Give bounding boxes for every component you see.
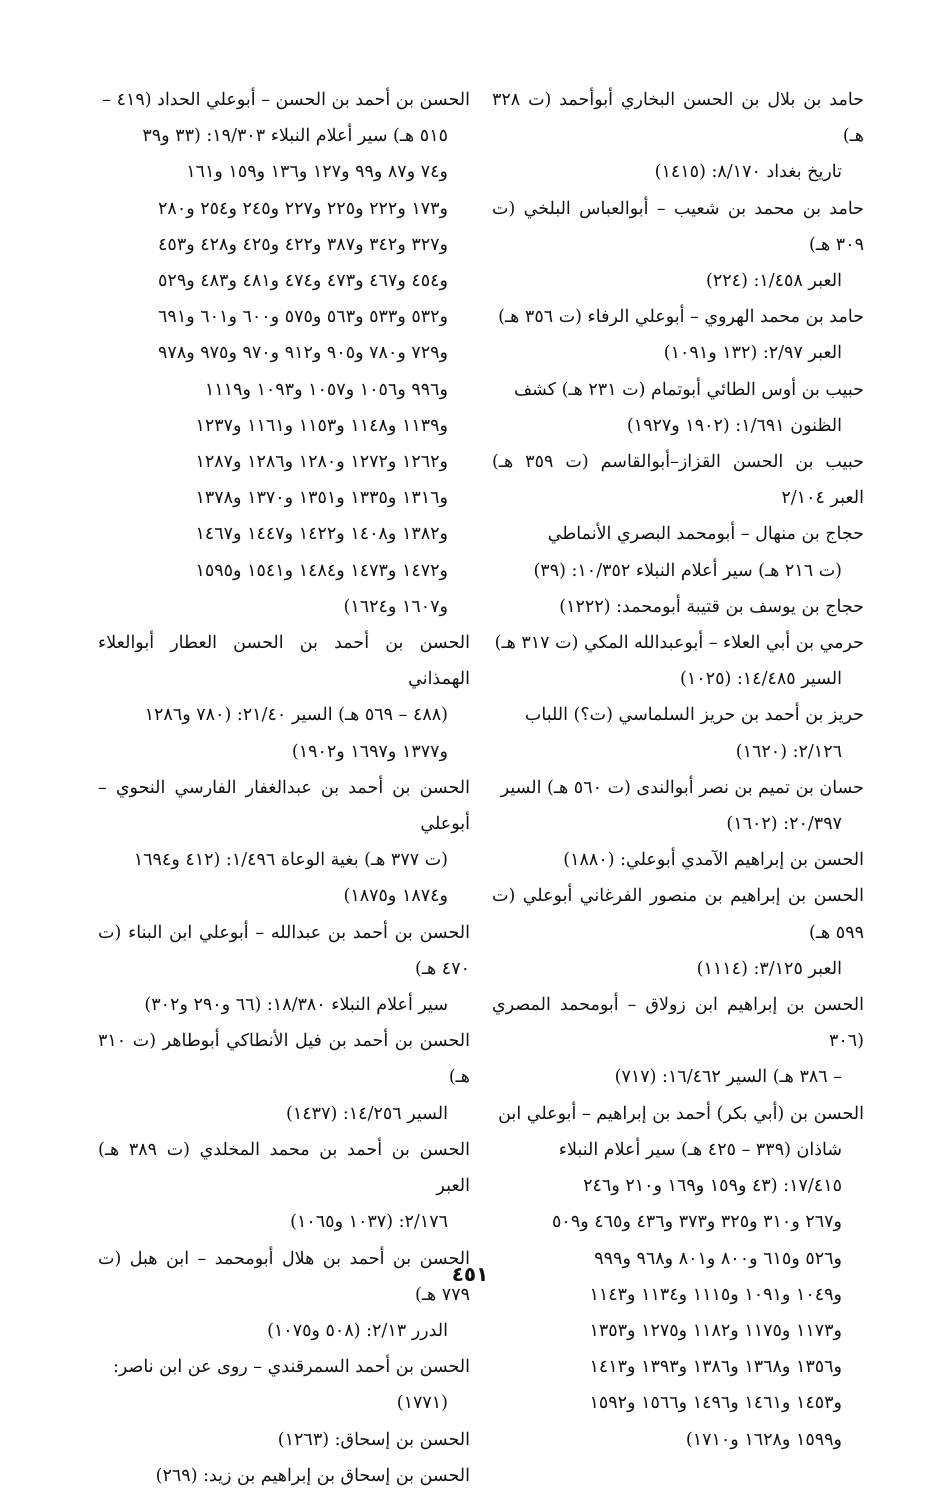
entry-heading-line: حامد بن بلال بن الحسن البخاري أبوأحمد (ت ٣٢٨ هـ) — [492, 90, 864, 147]
index-entry — [492, 589, 864, 625]
entry-continuation-line: و٥٢٦ و٦١٥ و٨٠٠ و٨٠١ و٩٦٨ و٩٩٩ — [594, 1248, 842, 1269]
entry-continuation-line: و١١٧٣ و١١٧٥ و١١٨٢ و١٢٧٥ و١٣٥٣ — [589, 1320, 842, 1341]
entry-continuation-line: السير ١٤/٤٨٥: (١٠٢٥) — [680, 669, 842, 690]
entry-continuation-line: شاذان (٣٣٩ – ٤٢٥ هـ) سير أعلام النبلاء — [558, 1139, 842, 1160]
entry-continuation-line: ٥١٥ هـ) سير أعلام النبلاء ١٩/٣٠٣: (٣٣ و٣٩ — [142, 126, 448, 147]
entry-continuation-line: ٢/١٧٦: (١٠٣٧ و١٠٦٥) — [290, 1212, 448, 1233]
entry-continuation-line: (ت ٣٧٧ هـ) بغية الوعاة ١/٤٩٦: (٤١٢ و١٦٩٤ — [133, 850, 448, 871]
entry-continuation-line: و١٢٦٢ و١٢٧٢ و١٢٨٠ و١٢٨٦ و١٢٨٧ — [195, 452, 448, 473]
entry-heading-line: الحسن بن أحمد بن الحسن – أبوعلي الحداد (٤١٩ – — [102, 90, 470, 110]
index-entry — [98, 770, 470, 915]
entry-continuation-line: – ٣٨٦ هـ) السير ١٦/٤٦٢: (٧١٧) — [614, 1067, 842, 1088]
index-entry — [492, 770, 864, 842]
entry-continuation-line: و١٤٧٢ و١٤٧٣ و١٤٨٤ و١٥٤١ و١٥٩٥ — [195, 560, 448, 581]
entry-continuation-line: ٢/١٢٦: (١٦٢٠) — [735, 741, 842, 762]
entry-continuation-line: الدرر ٢/١٣: (٥٠٨ و١٠٧٥) — [267, 1320, 448, 1341]
index-entry — [98, 915, 470, 1024]
entry-continuation-line: و١٤٥٣ و١٤٦١ و١٤٩٦ و١٥٦٦ و١٥٩٢ — [589, 1393, 842, 1414]
index-entry — [98, 1132, 470, 1241]
index-entry — [492, 516, 864, 588]
entry-continuation-line: و١٣٥٦ و١٣٦٨ و١٣٨٦ و١٣٩٣ و١٤١٣ — [589, 1357, 842, 1378]
index-entry — [98, 1422, 470, 1458]
index-entry — [98, 1023, 470, 1132]
entry-continuation-line: و٩٩٦ و١٠٥٦ و١٠٥٧ و١٠٩٣ و١١١٩ — [204, 379, 448, 400]
entry-heading-line: الحسن بن إسحاق بن إبراهيم بن زيد: (٢٦٩) — [155, 1465, 470, 1486]
entry-continuation-line: السير ١٤/٢٥٦: (١٤٣٧) — [286, 1103, 448, 1124]
entry-heading-line: حامد بن محمد بن شعيب – أبوالعباس البلخي (ت ٣٠٩ هـ) — [492, 198, 864, 255]
entry-heading-line: الحسن بن أحمد السمرقندي – روى عن ابن ناصر: — [113, 1357, 470, 1378]
entry-continuation-line: و١١٣٩ و١١٤٨ و١١٥٣ و١١٦١ و١٢٣٧ — [195, 415, 448, 436]
index-entry — [492, 878, 864, 987]
entry-heading-line: الحسن بن أحمد بن فيل الأنطاكي أبوطاهر (ت ٣١٠ هـ) — [98, 1031, 470, 1088]
entry-continuation-line: العبر ٢/٩٧: (١٣٢ و١٠٩١) — [663, 343, 842, 364]
index-entry — [492, 372, 864, 444]
entry-continuation-line: (١٧٧١) — [396, 1393, 448, 1414]
index-entry — [492, 444, 864, 516]
entry-continuation-line: (ت ٢١٦ هـ) سير أعلام النبلاء ١٠/٣٥٢: (٣٩) — [533, 560, 842, 581]
entry-continuation-line: و٧٢٩ و٧٨٠ و٩٠٥ و٩١٢ و٩٧٠ و٩٧٥ و٩٧٨ — [158, 343, 448, 364]
entry-continuation-line: و١٥٩٩ و١٦٢٨ و١٧١٠) — [685, 1429, 842, 1450]
entry-continuation-line: و١٣٧٧ و١٦٩٧ و١٩٠٢) — [291, 741, 448, 762]
entry-heading-line: حجاج بن يوسف بن قتيبة أبومحمد: (١٢٢٢) — [559, 596, 864, 617]
entry-continuation-line: و٣٢٧ و٣٤٢ و٣٨٧ و٤٢٢ و٤٢٥ و٤٢٨ و٤٥٣ — [158, 234, 448, 255]
entry-heading-line: حبيب بن أوس الطائي أبوتمام (ت ٢٣١ هـ) كشف — [514, 379, 864, 400]
entry-heading-line: الحسن بن أحمد بن الحسن العطار أبوالعلاء الهمذاني — [98, 633, 470, 690]
index-entry — [98, 1349, 470, 1421]
entry-heading-line: الحسن بن إبراهيم ابن زولاق – أبومحمد المصري (٣٠٦ — [492, 995, 864, 1052]
entry-continuation-line: و٢٦٧ و٣١٠ و٣٢٥ و٣٧٣ و٤٣٦ و٤٦٥ و٥٠٩ — [552, 1212, 842, 1233]
entry-continuation-line: و١٣١٦ و١٣٣٥ و١٣٥١ و١٣٧٠ و١٣٧٨ — [195, 488, 448, 509]
index-entry — [492, 987, 864, 1096]
index-entry — [98, 82, 470, 625]
index-entry — [98, 1241, 470, 1350]
index-entry — [98, 625, 470, 770]
entry-heading-line: حبيب بن الحسن القزاز–أبوالقاسم (ت ٣٥٩ هـ) العبر ٢/١٠٤ — [492, 452, 864, 509]
entry-heading-line: الحسن بن إسحاق: (١٢٦٣) — [277, 1429, 470, 1450]
entry-heading-line: الحسن بن أحمد بن هلال أبومحمد – ابن هبل (ت ٧٧٩ هـ) — [98, 1248, 470, 1305]
index-entry — [492, 697, 864, 769]
entry-heading-line: حسان بن تميم بن نصر أبوالندى (ت ٥٦٠ هـ) السير — [500, 777, 864, 798]
entry-heading-line: الحسن بن أحمد بن محمد المخلدي (ت ٣٨٩ هـ) العبر — [98, 1139, 470, 1197]
entry-continuation-line: و١٨٧٤ و١٨٧٥) — [343, 886, 448, 907]
index-column-right — [492, 82, 864, 1458]
entry-continuation-line: سير أعلام النبلاء ١٨/٣٨٠: (٦٦ و٢٩٠ و٣٠٢) — [144, 995, 448, 1016]
entry-continuation-line: تاريخ بغداد ٨/١٧٠: (١٤١٥) — [654, 162, 842, 183]
entry-continuation-line: و٥٣٢ و٥٣٣ و٥٦٣ و٥٧٥ و٦٠٠ و٦٠١ و٦٩١ — [158, 307, 448, 328]
index-entry — [492, 191, 864, 300]
index-entry — [492, 299, 864, 371]
entry-continuation-line: و٧٤ و٨٧ و٩٩ و١٢٧ و١٣٦ و١٥٩ و١٦١ — [186, 162, 448, 183]
entry-heading-line: حرمي بن أبي العلاء – أبوعبدالله المكي (ت ٣١٧ هـ) — [494, 633, 864, 654]
entry-continuation-line: و٤٥٤ و٤٦٧ و٤٧٣ و٤٧٤ و٤٨١ و٤٨٣ و٥٢٩ — [158, 271, 448, 292]
entry-continuation-line: ١٧/٤١٥: (٤٣ و١٥٩ و١٦٩ و٢١٠ و٢٤٦ — [583, 1176, 842, 1197]
entry-heading-line: حجاج بن منهال – أبومحمد البصري الأنماطي — [547, 524, 864, 545]
index-entry — [492, 82, 864, 191]
entry-continuation-line: العبر ١/٤٥٨: (٢٢٤) — [706, 271, 842, 292]
page-number: ٤٥١ — [451, 1262, 489, 1286]
entry-heading-line: الحسن بن إبراهيم بن منصور الفرغاني أبوعلي (ت ٥٩٩ هـ) — [492, 886, 864, 943]
entry-heading-line: الحسن بن إبراهيم الآمدي أبوعلي: (١٨٨٠) — [563, 850, 864, 871]
index-entry — [492, 842, 864, 878]
entry-heading-line: الحسن بن (أبي بكر) أحمد بن إبراهيم – أبوعلي ابن — [498, 1103, 864, 1124]
entry-continuation-line: و١٦٠٧ و١٦٢٤) — [343, 596, 448, 617]
entry-continuation-line: و١٣٨٢ و١٤٠٨ و١٤٢٢ و١٤٤٧ و١٤٦٧ — [195, 524, 448, 545]
entry-heading-line: الحسن بن أحمد بن عبدالغفار الفارسي النحوي – أبوعلي — [98, 777, 470, 835]
index-entry — [492, 625, 864, 697]
entry-continuation-line: و١٠٤٩ و١٠٩١ و١١١٥ و١١٣٤ و١١٤٣ — [589, 1284, 842, 1305]
entry-continuation-line: ٢٠/٣٩٧: (١٦٠٢) — [726, 814, 842, 835]
entry-heading-line: الحسن بن أحمد بن عبدالله – أبوعلي ابن البناء (ت ٤٧٠ هـ) — [98, 922, 470, 979]
entry-heading-line: حامد بن محمد الهروي – أبوعلي الرفاء (ت ٣٥٦ هـ) — [498, 307, 864, 328]
index-entry — [98, 1458, 470, 1494]
entry-continuation-line: الظنون ١/٦٩١: (١٩٠٢ و١٩٢٧) — [626, 415, 842, 436]
entry-continuation-line: و١٧٣ و٢٢٢ و٢٢٥ و٢٢٧ و٢٤٥ و٢٥٤ و٢٨٠ — [158, 198, 448, 219]
entry-continuation-line: (٤٨٨ – ٥٦٩ هـ) السير ٢١/٤٠: (٧٨٠ و١٢٨٦ — [144, 705, 448, 726]
entry-heading-line: حريز بن أحمد بن حريز السلماسي (ت؟) اللباب — [524, 705, 864, 726]
entry-continuation-line: العبر ٣/١٢٥: (١١١٤) — [696, 958, 842, 979]
